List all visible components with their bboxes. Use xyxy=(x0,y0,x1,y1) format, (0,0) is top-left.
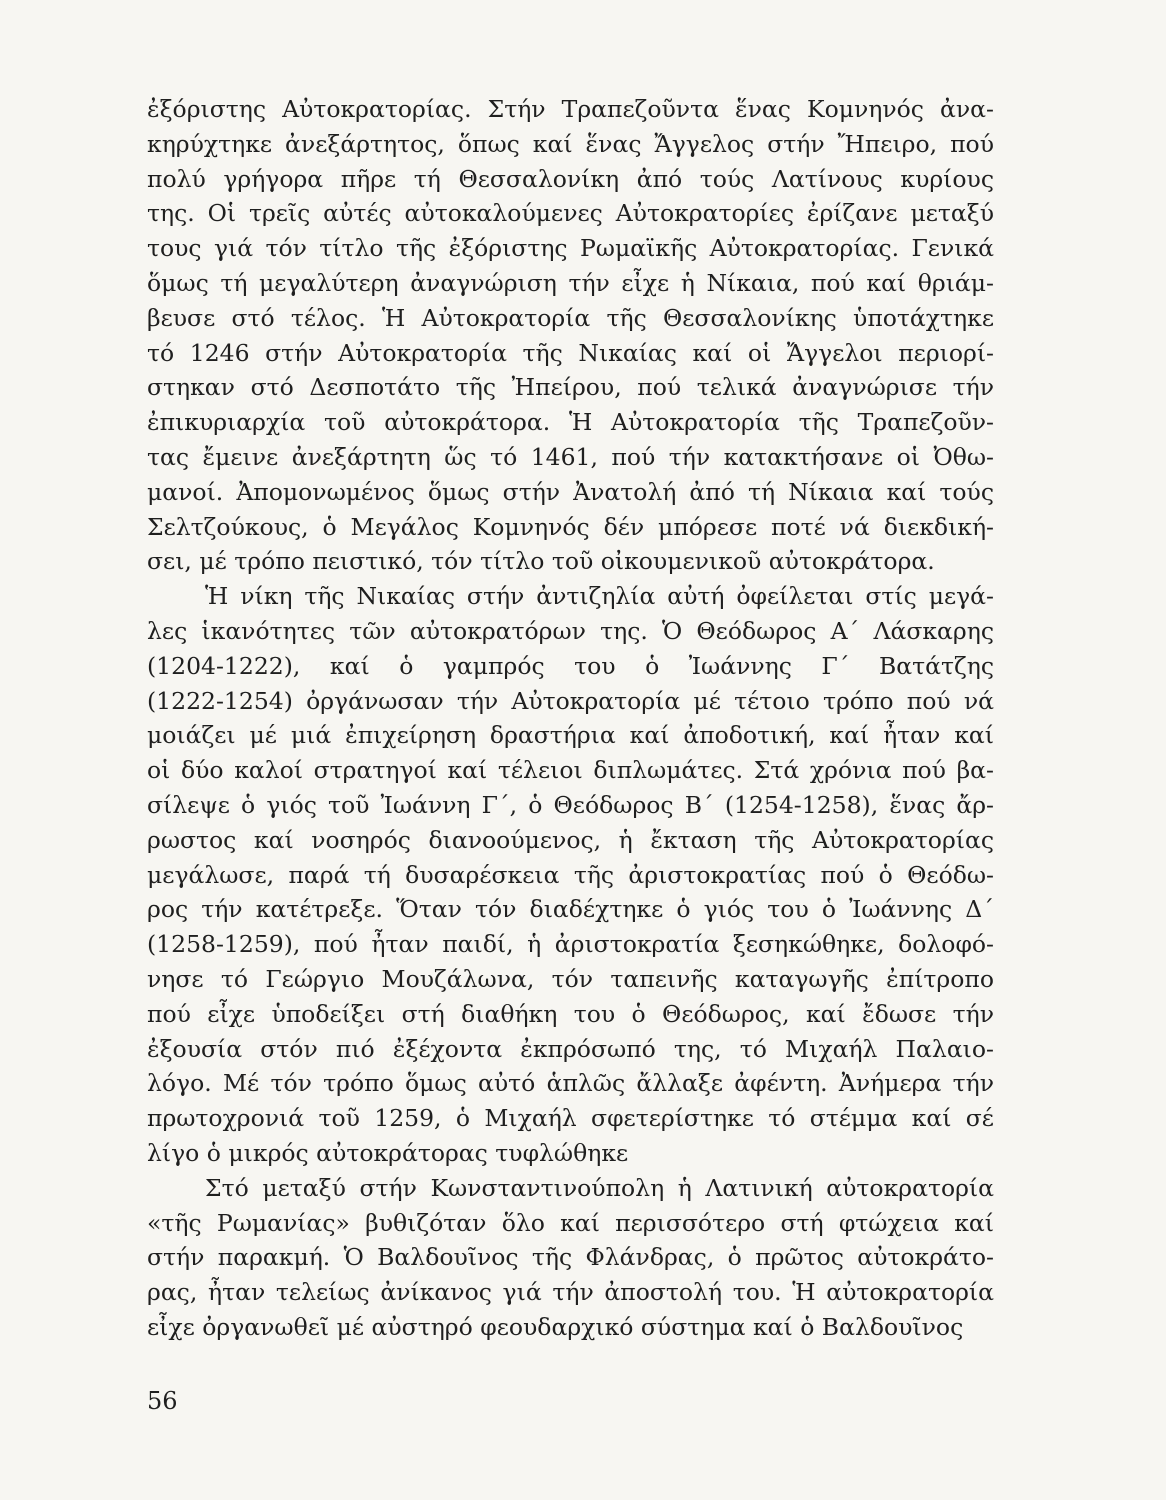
text-line: κηρύχτηκε ἀνεξάρτητος, ὅπως καί ἕνας Ἄγγελος στήν Ἤπειρο, πού xyxy=(147,129,994,158)
paragraph xyxy=(147,92,994,579)
text-line: πολύ γρήγορα πῆρε τή Θεσσαλονίκη ἀπό τούς Λατίνους κυρίους xyxy=(147,164,994,193)
text-line: σίλεψε ὁ γιός τοῦ Ἰωάννη Γ΄, ὁ Θεόδωρος Β΄ (1254-1258), ἕνας ἄρ- xyxy=(147,790,994,819)
text-line: σει, μέ τρόπο πειστικό, τόν τίτλο τοῦ οἰκουμενικοῦ αὐτοκράτορα. xyxy=(147,547,935,576)
text-line: μανοί. Ἀπομονωμένος ὅμως στήν Ἀνατολή ἀπό τή Νίκαια καί τούς xyxy=(147,477,994,506)
text-line: οἱ δύο καλοί στρατηγοί καί τέλειοι διπλωμάτες. Στά χρόνια πού βα- xyxy=(147,756,994,785)
text-line: λίγο ὁ μικρός αὐτοκράτορας τυφλώθηκε xyxy=(147,1138,629,1167)
paragraph xyxy=(147,1171,994,1345)
text-line: λόγο. Μέ τόν τρόπο ὅμως αὐτό ἁπλῶς ἄλλαξε ἀφέντη. Ἀνήμερα τήν xyxy=(147,1069,994,1098)
text-line: Σελτζούκους, ὁ Μεγάλος Κομνηνός δέν μπόρεσε ποτέ νά διεκδική- xyxy=(147,512,994,541)
text-line: ἐξόριστης Αὐτοκρατορίας. Στήν Τραπεζοῦντα ἕνας Κομνηνός ἀνα- xyxy=(147,95,994,123)
text-line: ρας, ἦταν τελείως ἀνίκανος γιά τήν ἀποστολή του. Ἡ αὐτοκρατορία xyxy=(147,1278,994,1307)
text-line: εἶχε ὀργανωθεῖ μέ αὐστηρό φεουδαρχικό σύστημα καί ὁ Βαλδουῖνος xyxy=(147,1312,964,1341)
text-line: «τῆς Ρωμανίας» βυθιζόταν ὅλο καί περισσότερο στή φτώχεια καί xyxy=(147,1208,994,1237)
text-line: (1222-1254) ὀργάνωσαν τήν Αὐτοκρατορία μέ τέτοιο τρόπο πού νά xyxy=(147,686,994,715)
text-line: νησε τό Γεώργιο Μουζάλωνα, τόν ταπεινῆς καταγωγῆς ἐπίτροπο xyxy=(147,964,994,993)
text-line: τας ἔμεινε ἀνεξάρτητη ὥς τό 1461, πού τήν κατακτήσανε οἱ Ὀθω- xyxy=(147,442,994,471)
page-number: 56 xyxy=(147,1387,178,1415)
text-line: (1258-1259), πού ἦταν παιδί, ἡ ἀριστοκρατία ξεσηκώθηκε, δολοφό- xyxy=(147,930,994,959)
body-text xyxy=(147,92,994,1345)
text-line: στηκαν στό Δεσποτάτο τῆς Ἠπείρου, πού τελικά ἀναγνώρισε τήν xyxy=(147,373,994,402)
text-line: μεγάλωσε, παρά τή δυσαρέσκεια τῆς ἀριστοκρατίας πού ὁ Θεόδω- xyxy=(147,860,994,889)
paragraph xyxy=(147,579,994,1171)
text-line: ἐξουσία στόν πιό ἐξέχοντα ἐκπρόσωπό της, τό Μιχαήλ Παλαιο- xyxy=(147,1034,994,1063)
text-line: βευσε στό τέλος. Ἡ Αὐτοκρατορία τῆς Θεσσαλονίκης ὑποτάχτηκε xyxy=(147,303,994,332)
text-line: τό 1246 στήν Αὐτοκρατορία τῆς Νικαίας καί οἱ Ἄγγελοι περιορί- xyxy=(147,338,994,367)
text-line: Ἡ νίκη τῆς Νικαίας στήν ἀντιζηλία αὐτή ὀφείλεται στίς μεγά- xyxy=(205,582,994,611)
text-line: (1204-1222), καί ὁ γαμπρός του ὁ Ἰωάννης Γ΄ Βατάτζης xyxy=(147,651,994,680)
text-line: μοιάζει μέ μιά ἐπιχείρηση δραστήρια καί ἀποδοτική, καί ἦταν καί xyxy=(147,721,994,750)
text-line: ὅμως τή μεγαλύτερη ἀναγνώριση τήν εἶχε ἡ Νίκαια, πού καί θριάμ- xyxy=(147,268,994,297)
text-line: Στό μεταξύ στήν Κωνσταντινούπολη ἡ Λατινική αὐτοκρατορία xyxy=(205,1173,994,1202)
text-line: τους γιά τόν τίτλο τῆς ἐξόριστης Ρωμαϊκῆς Αὐτοκρατορίας. Γενικά xyxy=(147,234,994,263)
text-line: ρος τήν κατέτρεξε. Ὅταν τόν διαδέχτηκε ὁ γιός του ὁ Ἰωάννης Δ΄ xyxy=(147,895,994,924)
text-line: ρωστος καί νοσηρός διανοούμενος, ἡ ἔκταση τῆς Αὐτοκρατορίας xyxy=(147,825,994,854)
text-line: λες ἱκανότητες τῶν αὐτοκρατόρων της. Ὁ Θεόδωρος Α΄ Λάσκαρης xyxy=(147,616,994,645)
text-line: της. Οἱ τρεῖς αὐτές αὐτοκαλούμενες Αὐτοκρατορίες ἐρίζανε μεταξύ xyxy=(147,199,994,228)
text-line: στήν παρακμή. Ὁ Βαλδουῖνος τῆς Φλάνδρας, ὁ πρῶτος αὐτοκράτο- xyxy=(147,1243,994,1272)
text-line: πού εἶχε ὑποδείξει στή διαθήκη του ὁ Θεόδωρος, καί ἔδωσε τήν xyxy=(147,999,994,1028)
text-line: ἐπικυριαρχία τοῦ αὐτοκράτορα. Ἡ Αὐτοκρατορία τῆς Τραπεζοῦν- xyxy=(147,408,994,437)
text-line: πρωτοχρονιά τοῦ 1259, ὁ Μιχαήλ σφετερίστηκε τό στέμμα καί σέ xyxy=(147,1104,994,1133)
